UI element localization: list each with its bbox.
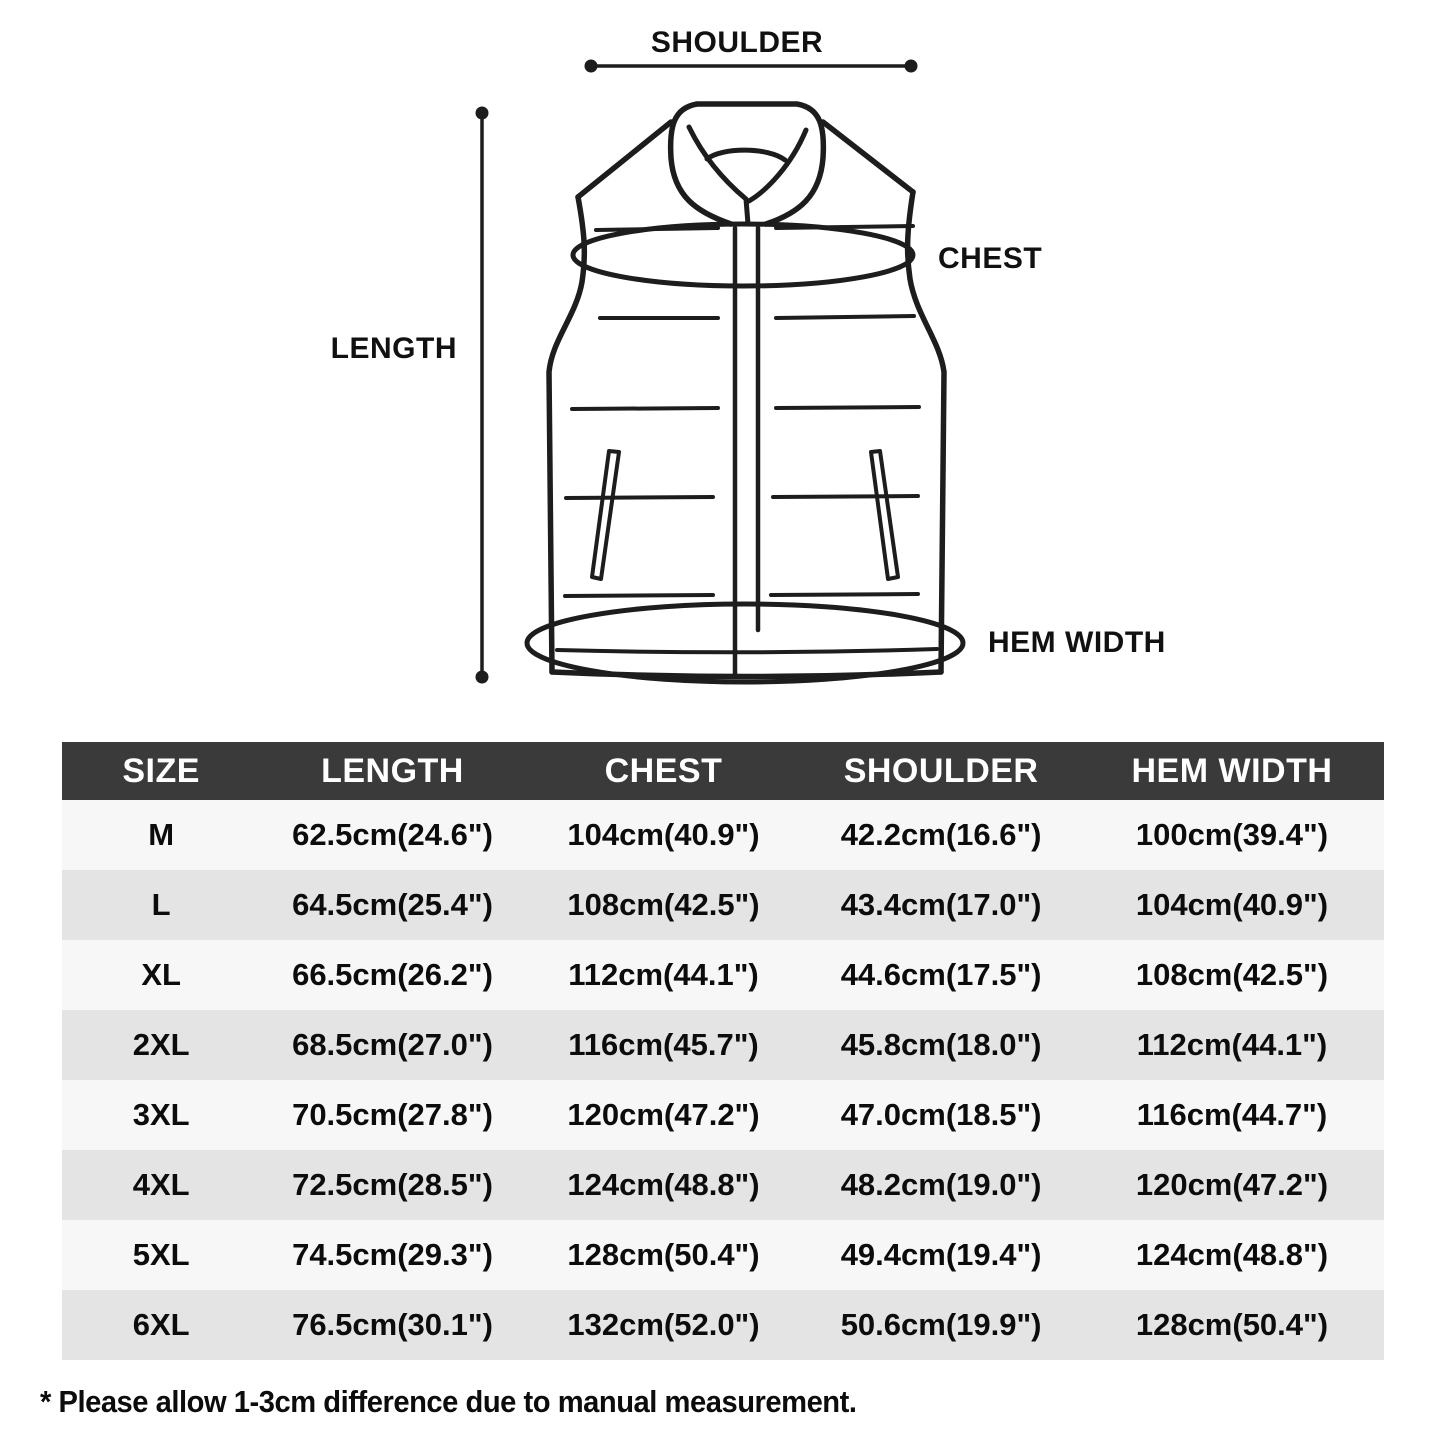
header-hem-width: HEM WIDTH [1080, 742, 1384, 800]
hem-ellipse [527, 604, 963, 682]
cell-hem: 120cm(47.2") [1080, 1150, 1384, 1220]
shoulder-dimension-line [585, 60, 918, 73]
cell-hem: 100cm(39.4") [1080, 800, 1384, 870]
vest-zipper [735, 228, 758, 676]
table-row [62, 1150, 1384, 1220]
header-size: SIZE [62, 742, 260, 800]
cell-size: L [62, 870, 260, 940]
cell-shoulder: 43.4cm(17.0") [802, 870, 1080, 940]
cell-chest: 108cm(42.5") [525, 870, 803, 940]
table-row [62, 800, 1384, 870]
table-header-row [62, 742, 1384, 800]
header-shoulder: SHOULDER [802, 742, 1080, 800]
cell-hem: 104cm(40.9") [1080, 870, 1384, 940]
cell-shoulder: 48.2cm(19.0") [802, 1150, 1080, 1220]
table-row [62, 870, 1384, 940]
cell-size: 3XL [62, 1080, 260, 1150]
cell-chest: 128cm(50.4") [525, 1220, 803, 1290]
length-dimension-line [476, 107, 489, 684]
cell-size: 5XL [62, 1220, 260, 1290]
chest-ellipse [573, 224, 913, 286]
table-row [62, 1080, 1384, 1150]
header-chest: CHEST [525, 742, 803, 800]
cell-length: 62.5cm(24.6") [260, 800, 524, 870]
length-label: LENGTH [330, 332, 457, 365]
vest-quilt-lines [565, 226, 919, 596]
cell-shoulder: 49.4cm(19.4") [802, 1220, 1080, 1290]
cell-size: M [62, 800, 260, 870]
cell-length: 68.5cm(27.0") [260, 1010, 524, 1080]
cell-length: 76.5cm(30.1") [260, 1290, 524, 1360]
cell-shoulder: 47.0cm(18.5") [802, 1080, 1080, 1150]
cell-shoulder: 42.2cm(16.6") [802, 800, 1080, 870]
cell-length: 66.5cm(26.2") [260, 940, 524, 1010]
cell-size: 2XL [62, 1010, 260, 1080]
cell-size: 4XL [62, 1150, 260, 1220]
vest-pocket-slits [592, 451, 898, 579]
table-row [62, 1220, 1384, 1290]
table-row [62, 940, 1384, 1010]
size-chart-table [62, 742, 1384, 1360]
cell-length: 74.5cm(29.3") [260, 1220, 524, 1290]
cell-shoulder: 50.6cm(19.9") [802, 1290, 1080, 1360]
cell-size: 6XL [62, 1290, 260, 1360]
cell-chest: 112cm(44.1") [525, 940, 803, 1010]
vest-collar [671, 104, 824, 224]
cell-hem: 108cm(42.5") [1080, 940, 1384, 1010]
cell-chest: 104cm(40.9") [525, 800, 803, 870]
cell-length: 70.5cm(27.8") [260, 1080, 524, 1150]
cell-hem: 128cm(50.4") [1080, 1290, 1384, 1360]
measurement-footnote: * Please allow 1-3cm difference due to manual measurement. [40, 1384, 857, 1419]
shoulder-label: SHOULDER [650, 26, 824, 59]
cell-hem: 124cm(48.8") [1080, 1220, 1384, 1290]
cell-shoulder: 44.6cm(17.5") [802, 940, 1080, 1010]
cell-hem: 112cm(44.1") [1080, 1010, 1384, 1080]
cell-chest: 116cm(45.7") [525, 1010, 803, 1080]
header-length: LENGTH [260, 742, 524, 800]
chest-label: CHEST [938, 242, 1043, 275]
cell-hem: 116cm(44.7") [1080, 1080, 1384, 1150]
cell-shoulder: 45.8cm(18.0") [802, 1010, 1080, 1080]
cell-length: 72.5cm(28.5") [260, 1150, 524, 1220]
hem-width-label: HEM WIDTH [988, 626, 1166, 659]
cell-chest: 120cm(47.2") [525, 1080, 803, 1150]
table-row [62, 1010, 1384, 1080]
cell-size: XL [62, 940, 260, 1010]
cell-chest: 132cm(52.0") [525, 1290, 803, 1360]
cell-chest: 124cm(48.8") [525, 1150, 803, 1220]
cell-length: 64.5cm(25.4") [260, 870, 524, 940]
table-row [62, 1290, 1384, 1360]
